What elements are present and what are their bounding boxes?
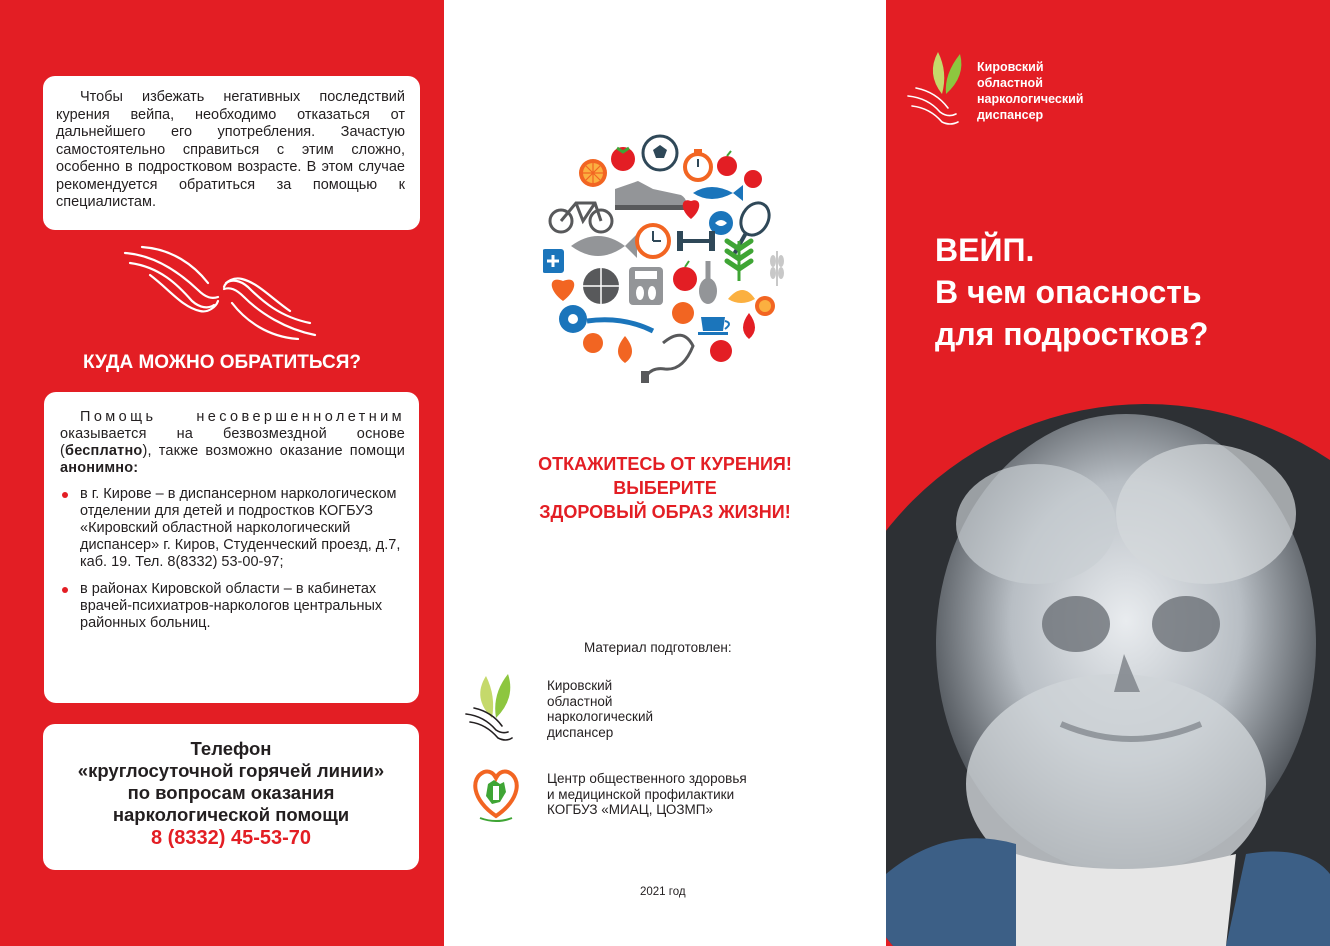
hotline-text [43, 724, 419, 826]
help-intro [44, 392, 419, 477]
meat-icon [699, 261, 717, 304]
org-line: диспансер [977, 108, 1044, 122]
hands-icon [120, 245, 320, 340]
fish-icon [693, 185, 743, 201]
scale-icon [629, 267, 663, 305]
org1-line: Кировский [547, 678, 613, 693]
org2-name [547, 771, 747, 818]
intro-card [43, 76, 420, 230]
dumbbell-icon [677, 231, 715, 251]
leaflet-title [935, 229, 1208, 355]
hotline-card [43, 724, 419, 870]
healthy-lifestyle-icons [543, 131, 793, 391]
help-free-text: бесплатно [65, 443, 143, 459]
tomato-icon [672, 302, 694, 324]
slogan-line: ЗДОРОВЫЙ ОБРАЗ ЖИЗНИ! [539, 502, 791, 522]
title-line: ВЕЙП. [935, 232, 1035, 268]
hotline-phone: 8 (8332) 45-53-70 [150, 827, 312, 849]
health-center-logo-icon [470, 766, 522, 826]
plant-icon [727, 241, 751, 281]
apple-icon [744, 170, 762, 188]
help-spaced-text: Помощь несовершеннолетним [80, 409, 405, 425]
org1-line: наркологический [547, 709, 654, 724]
dispensary-name [977, 59, 1083, 123]
drop-icon [743, 313, 755, 339]
help-text-2: ), также возможно оказание помощи [142, 443, 405, 459]
stopwatch-icon [685, 149, 711, 180]
org2-line: КОГБУЗ «МИАЦ, ЦОЗМП» [547, 802, 714, 817]
medical-kit-icon [543, 249, 564, 273]
title-line: В чем опасность [935, 274, 1202, 310]
basketball-icon [583, 268, 619, 304]
drop-icon [618, 336, 632, 363]
smoke-skull-photo [886, 404, 1330, 946]
apple-icon [717, 151, 737, 176]
jump-rope-icon [641, 335, 693, 383]
heart-icon [552, 280, 575, 301]
fish-icon [571, 234, 637, 258]
org-line: Кировский [977, 60, 1044, 74]
apple-icon [710, 340, 732, 362]
help-locations-list [44, 486, 419, 632]
where-to-go-heading: КУДА МОЖНО ОБРАТИТЬСЯ? [82, 352, 361, 373]
hotline-line: по вопросам оказания [127, 782, 335, 803]
org2-line: и медицинской профилактики [547, 786, 735, 802]
org2-line: Центр общественного здоровья [547, 771, 747, 786]
sneaker-icon [615, 181, 686, 210]
tomato-icon [611, 147, 635, 171]
org-line: наркологический [977, 92, 1084, 106]
help-card [44, 392, 419, 703]
right-panel [886, 0, 1330, 946]
heart-icon [683, 200, 700, 219]
title-line: для подростков? [935, 316, 1209, 352]
list-item: в районах Кировской области – в кабинетах врачей-психиатров-наркологов центральных районных больниц. [80, 581, 403, 632]
hotline-line: Телефон [190, 738, 272, 759]
org1-name [547, 678, 653, 740]
hotline-line: наркологической помощи [112, 804, 350, 825]
help-anon-text: анонимно: [60, 460, 139, 476]
help-text-1: оказывается на безвозмездной основе ( [60, 426, 405, 459]
year-label: 2021 год [640, 886, 686, 898]
tape-measure-icon [559, 305, 653, 333]
slogan-line: ОТКАЖИТЕСЬ ОТ КУРЕНИЯ! [538, 454, 792, 474]
intro-text: Чтобы избежать негативных последствий курения вейпа, необходимо отказаться от дальнейшего его употребления. Зачастую самостоятельно справиться с этим сложно, особенно в подростковом возрасте. В этом случае рекомендуется обратиться за помощью к специалистам. [56, 89, 405, 210]
org-line: областной [977, 76, 1043, 90]
clock-icon [637, 225, 669, 257]
dispensary-logo-icon [462, 668, 528, 748]
slogan [444, 452, 886, 524]
list-item: в г. Кирове – в диспансерном наркологическом отделении для детей и подростков КОГБУЗ «Кировский областной наркологический диспансер» г. Киров, Студенческий проезд, д.7, каб. 19. Тел. 8(8332) 53-00-97; [80, 486, 403, 571]
soccer-ball-icon [643, 136, 677, 170]
cup-icon [698, 317, 729, 335]
peach-icon [583, 333, 603, 353]
left-panel [0, 0, 444, 946]
bicycle-icon [550, 203, 612, 232]
leaf-icon [728, 290, 755, 303]
slogan-line: ВЫБЕРИТЕ [613, 478, 717, 498]
prepared-by-label: Материал подготовлен: [584, 640, 732, 655]
orange-icon [579, 159, 607, 187]
dispensary-logo-icon [906, 46, 970, 128]
apple-icon [673, 261, 697, 291]
orange-icon [755, 296, 775, 316]
org1-line: диспансер [547, 724, 614, 740]
org1-line: областной [547, 693, 613, 709]
wheat-icon [770, 251, 784, 286]
hotline-line: «круглосуточной горячей линии» [77, 760, 385, 781]
